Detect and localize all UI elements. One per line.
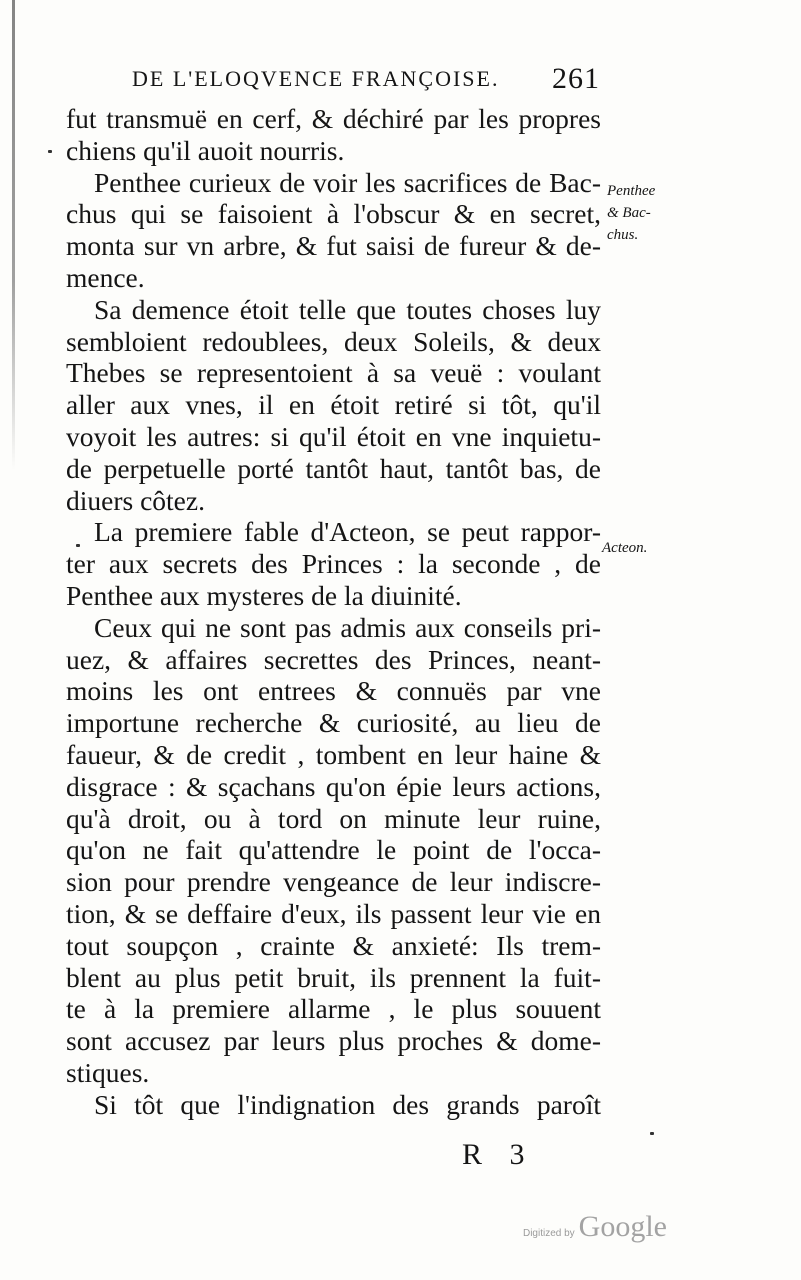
margin-note-penthee	[607, 180, 655, 246]
text-line: Sa demence étoit telle que toutes choses luy	[94, 293, 601, 325]
paragraph	[66, 294, 601, 517]
body-text	[66, 103, 601, 1121]
text-line: chiens qu'il auoit nourris.	[66, 134, 345, 166]
margin-note-line: chus.	[607, 227, 639, 243]
watermark-caption: Digitized by	[522, 1228, 575, 1239]
text-line: tion, & se deffaire d'eux, ils passent leur vie en	[66, 897, 601, 929]
text-line: disgrace : & sçachans qu'on épie leurs actions,	[66, 770, 601, 802]
text-line: uez, & affaires secrettes des Princes, neant-	[66, 643, 601, 675]
text-line: sembloient redoublees, deux Soleils, & deux	[66, 325, 601, 357]
text-line: chus qui se faisoient à l'obscur & en secret,	[66, 198, 601, 230]
running-head: DE L'ELOQVENCE FRANÇOISE.	[132, 66, 500, 91]
margin-note-line: Acteon.	[602, 540, 648, 556]
text-line: de perpetuelle porté tantôt haut, tantôt bas, de	[66, 452, 601, 484]
paragraph	[66, 167, 601, 294]
ink-speck	[650, 1132, 654, 1135]
text-line: ter aux secrets des Princes : la seconde , de	[66, 548, 601, 580]
ink-speck	[76, 544, 80, 547]
text-line: mence.	[66, 261, 145, 293]
text-line: tout soupçon , crainte & anxieté: Ils trem-	[66, 929, 601, 961]
text-line: moins les ont entrees & connuës par vne	[66, 675, 601, 707]
paragraph	[66, 1089, 601, 1121]
text-line: voyoit les autres: si qu'il étoit en vne inquietu-	[66, 420, 601, 452]
text-line: Penthee curieux de voir les sacrifices de Bac-	[94, 166, 601, 198]
page-header	[122, 58, 600, 98]
paragraph	[66, 516, 601, 611]
text-line: Thebes se representoient à sa veuë : voulant	[66, 357, 601, 389]
text-line: aller aux vnes, il en étoit retiré si tôt, qu'il	[66, 389, 601, 421]
text-line: sion pour prendre vengeance de leur indiscre-	[66, 866, 601, 898]
text-line: te à la premiere allarme , le plus souuent	[66, 993, 601, 1025]
text-line: faueur, & de credit , tombent en leur haine &	[66, 738, 601, 770]
margin-note-acteon	[602, 537, 647, 559]
text-line: stiques.	[66, 1056, 150, 1088]
paragraph	[66, 103, 601, 167]
text-line: qu'on ne fait qu'attendre le point de l'occa-	[66, 834, 601, 866]
text-line: fut transmuë en cerf, & déchiré par les propres	[66, 103, 601, 134]
ink-speck	[48, 150, 52, 153]
text-line: blent au plus petit bruit, ils prennent la fuit-	[66, 961, 601, 993]
margin-note-line: & Bac-	[607, 205, 651, 221]
signature-mark: R 3	[462, 1138, 535, 1171]
text-line: La premiere fable d'Acteon, se peut rappor-	[94, 516, 601, 548]
text-line: monta sur vn arbre, & fut saisi de fureur & de-	[66, 230, 601, 262]
text-line: Penthee aux mysteres de la diuinité.	[66, 579, 462, 611]
text-line: importune recherche & curiosité, au lieu de	[66, 707, 601, 739]
paragraph	[66, 612, 601, 1089]
page-edge-shadow	[12, 0, 15, 470]
margin-note-line: Penthee	[607, 183, 656, 199]
text-line: Si tôt que l'indignation des grands paroît	[94, 1088, 601, 1120]
page-number: 261	[552, 62, 600, 95]
text-line: diuers côtez.	[66, 484, 205, 516]
digitization-watermark	[523, 1210, 667, 1244]
text-line: Ceux qui ne sont pas admis aux conseils pri-	[94, 611, 601, 643]
text-line: sont accusez par leurs plus proches & dome-	[66, 1025, 601, 1057]
watermark-logo: Google	[578, 1210, 667, 1243]
text-line: qu'à droit, ou à tord on minute leur ruine,	[66, 802, 601, 834]
